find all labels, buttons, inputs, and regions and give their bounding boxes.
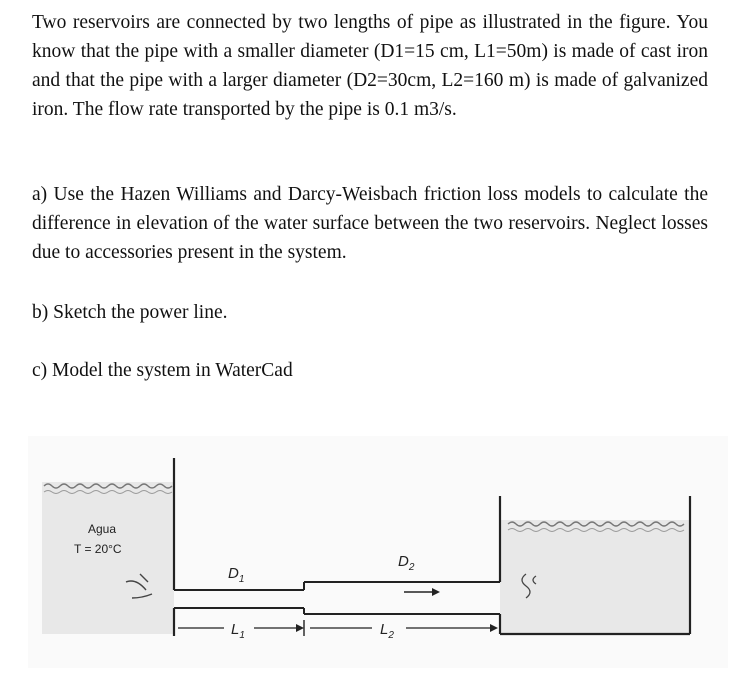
pipe2-diameter-label: $D_2$ bbox=[398, 553, 415, 573]
pipe2-length-label: $L_2$ bbox=[380, 621, 394, 641]
right-reservoir-water bbox=[500, 520, 690, 634]
problem-part-c: c) Model the system in WaterCad bbox=[32, 360, 293, 381]
temperature-label: T = 20°C bbox=[74, 542, 122, 556]
fluid-label: Agua bbox=[88, 522, 117, 536]
problem-intro: Two reservoirs are connected by two lengths of pipe as illustrated in the figure. You know that the pipe with a smaller diameter (D1=15 cm, L1=50m) is made of cast iron and that the pipe with a larger diameter (D2=30cm, L2=160 m) is made of galvanized iron. The flow rate transported by the pipe is 0.1 m3/s. bbox=[32, 12, 708, 120]
pipe1-diameter-label: $D_1$ bbox=[228, 565, 245, 585]
problem-part-b: b) Sketch the power line. bbox=[32, 302, 228, 323]
problem-part-a: a) Use the Hazen Williams and Darcy-Weisbach friction loss models to calculate the difference in elevation of the water surface between the two reservoirs. Neglect losses due to accessories present in the system. bbox=[32, 184, 708, 263]
left-reservoir-water bbox=[42, 482, 174, 634]
pipe1-length-label: $L_1$ bbox=[231, 621, 245, 641]
reservoir-pipe-figure bbox=[28, 436, 728, 668]
